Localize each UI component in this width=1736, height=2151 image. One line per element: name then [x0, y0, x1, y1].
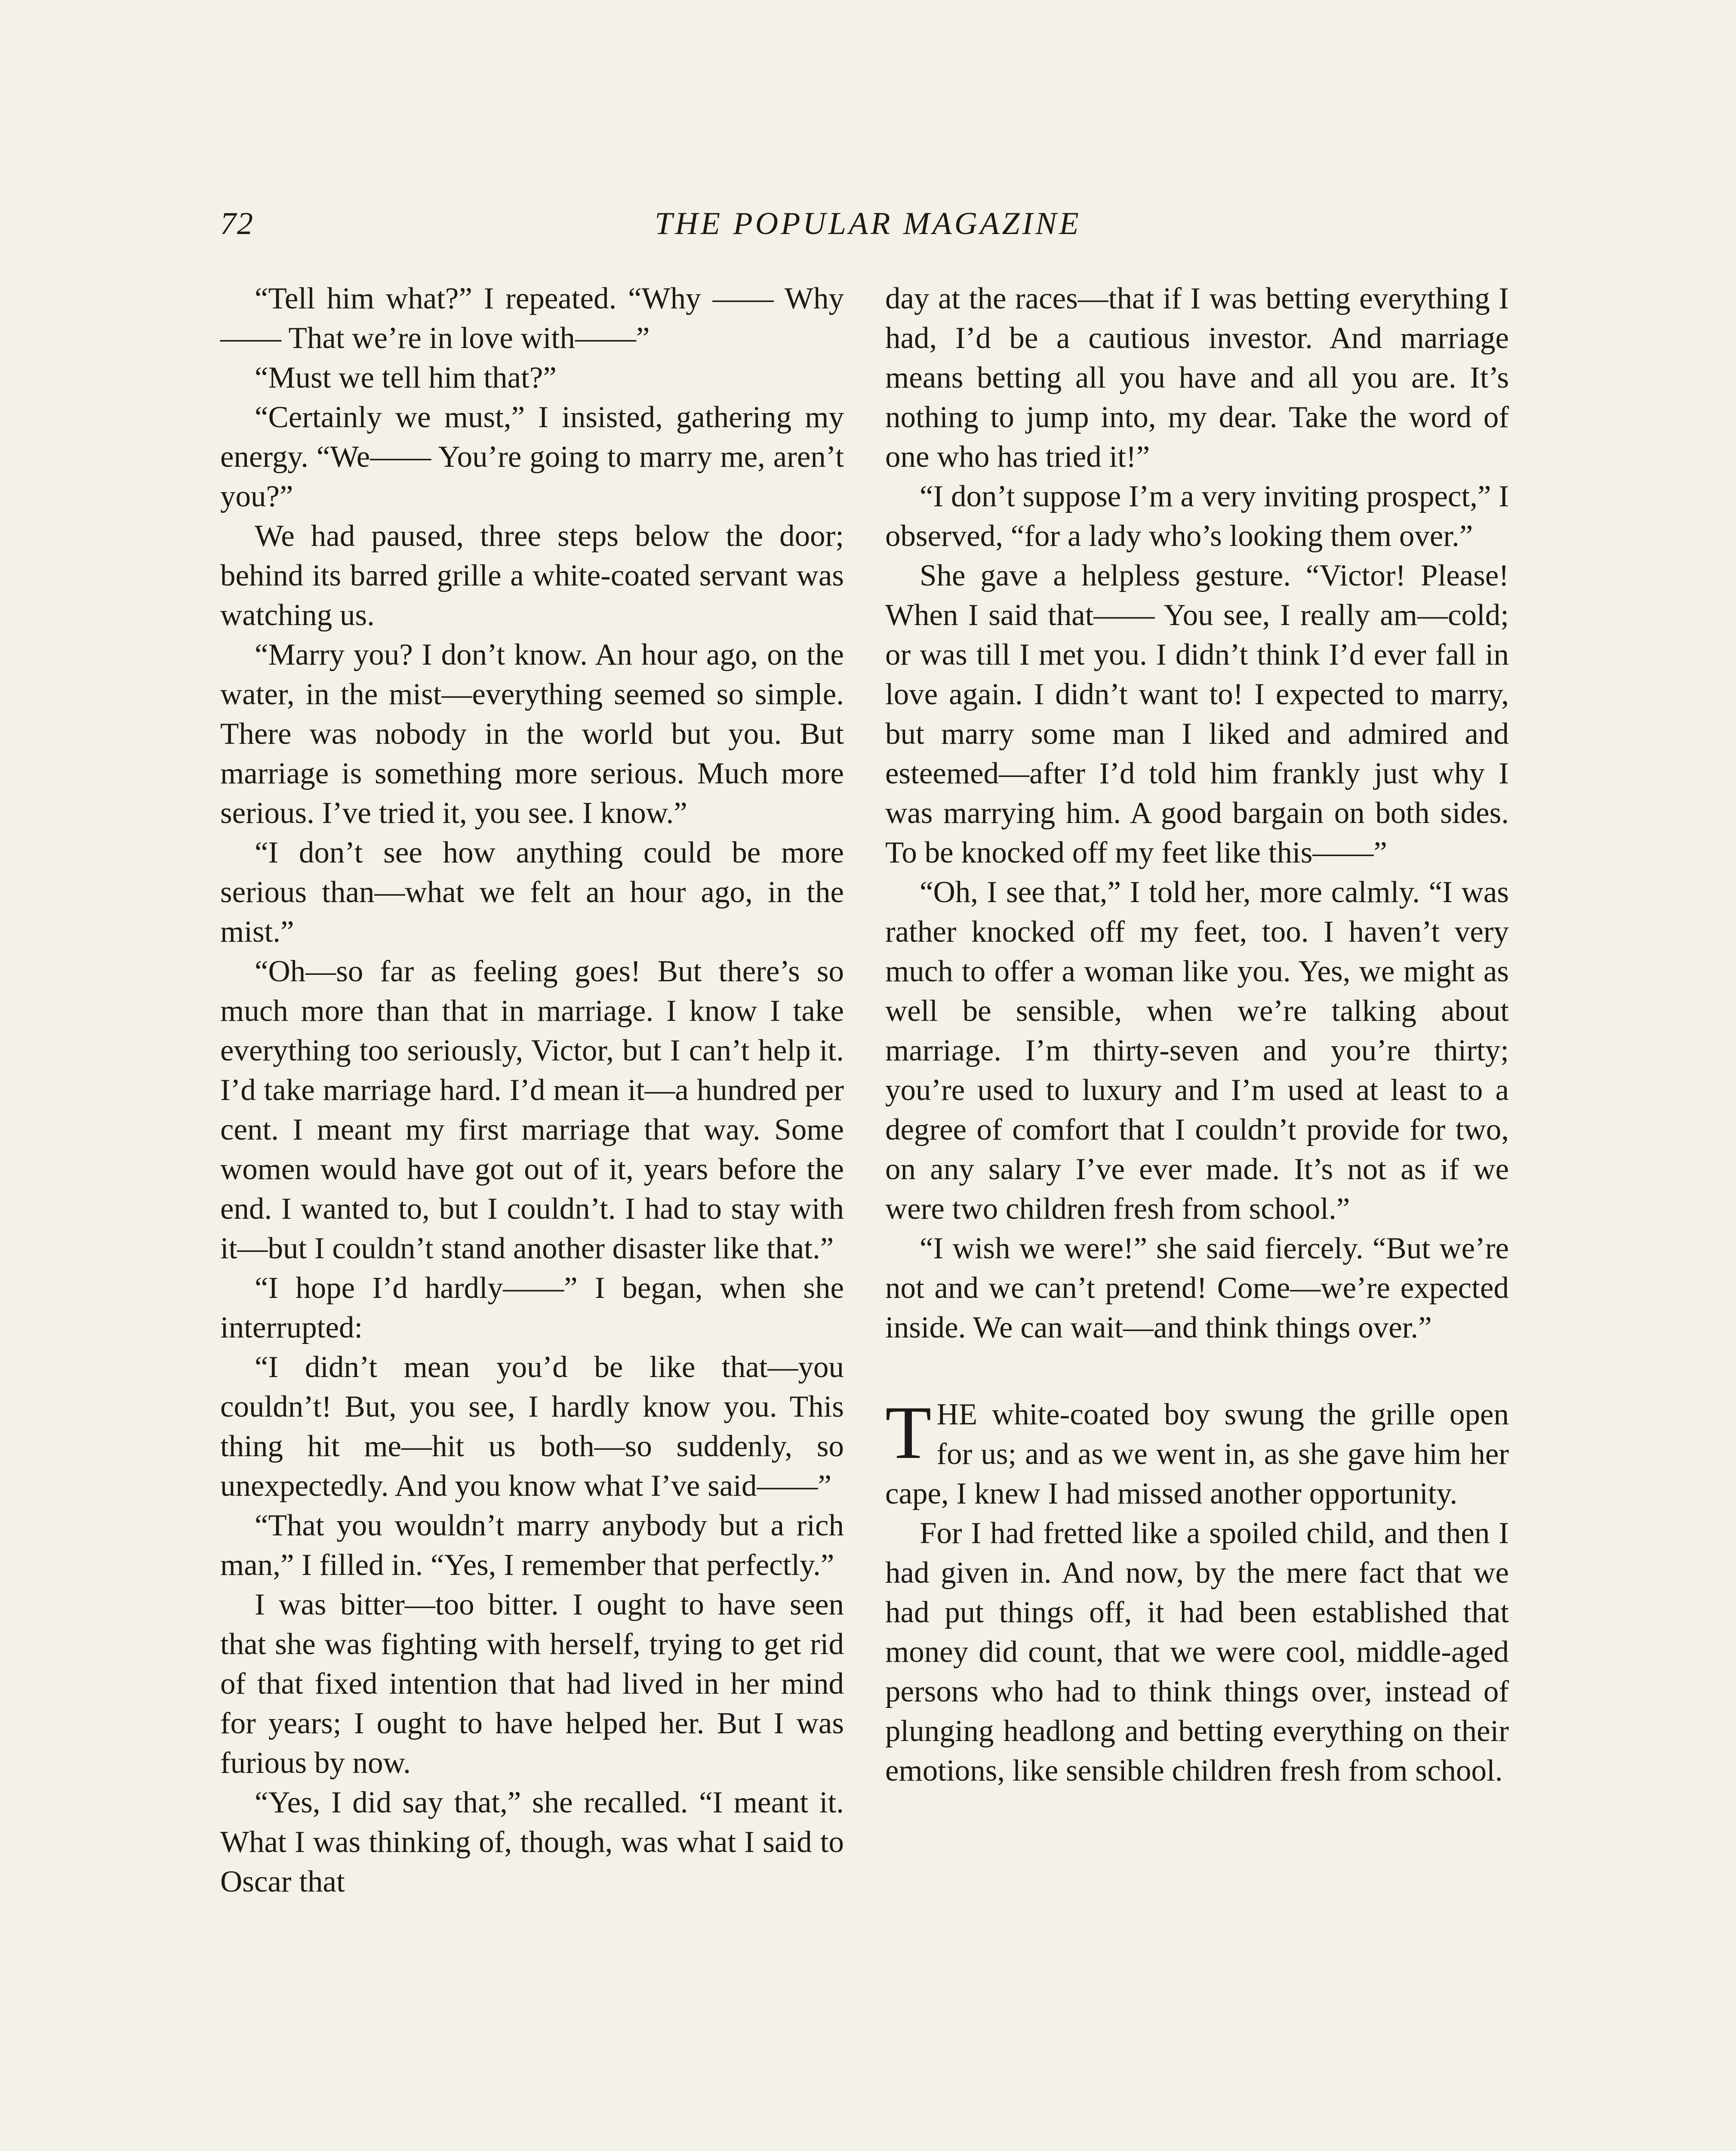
paragraph: “Certainly we must,” I insisted, gathering my energy. “We—— You’re going to marry me, aren’t you?”	[220, 401, 844, 513]
paragraph: For I had fretted like a spoiled child, and then I had given in. And now, by the mere fact that we had put things off, it had been established that money did count, that we were cool, middle-aged persons who had to think things over, instead of plunging headlong and betting everything on their emotions, like sensible children fresh from school.	[885, 1516, 1509, 1787]
paragraph: “That you wouldn’t marry anybody but a rich man,” I filled in. “Yes, I remember that perfectly.”	[220, 1509, 844, 1582]
paragraph: I was bitter—too bitter. I ought to have seen that she was fighting with herself, trying to get rid of that fixed intention that had lived in her mind for years; I ought to have helped her. But I was furious by now.	[220, 1588, 844, 1780]
right-column	[885, 279, 1509, 1790]
drop-cap: T	[885, 1391, 932, 1475]
page-number: 72	[220, 206, 254, 241]
paragraph: “Yes, I did say that,” she recalled. “I meant it. What I was thinking of, though, was what I said to Oscar that	[220, 1786, 844, 1898]
paragraph: “Marry you? I don’t know. An hour ago, on the water, in the mist—everything seemed so simple. There was nobody in the world but you. But marriage is something more serious. Much more serious. I’ve tried it, you see. I know.”	[220, 638, 844, 830]
paragraph: “I didn’t mean you’d be like that—you couldn’t! But, you see, I hardly know you. This thing hit me—hit us both—so suddenly, so unexpectedly. And you know what I’ve said——”	[220, 1350, 844, 1503]
paragraph: “Tell him what?” I repeated. “Why —— Why—— That we’re in love with——”	[220, 282, 844, 355]
paragraph: “I don’t suppose I’m a very inviting prospect,” I observed, “for a lady who’s looking them over.”	[885, 480, 1509, 553]
section-opening-paragraph	[885, 1391, 1509, 1513]
paragraph: “Must we tell him that?”	[255, 361, 557, 394]
paragraph: “Oh—so far as feeling goes! But there’s so much more than that in marriage. I know I take everything too seriously, Victor, but I can’t help it. I’d take marriage hard. I’d mean it—a hundred per cent. I meant my first marriage that way. Some women would have got out of it, years before the end. I wanted to, but I couldn’t. I had to stay with it—but I couldn’t stand another disaster like that.”	[220, 955, 844, 1265]
paragraph: We had paused, three steps below the door; behind its barred grille a white-coated servant was watching us.	[220, 519, 844, 632]
section-break	[885, 1347, 1509, 1395]
paragraph: “Oh, I see that,” I told her, more calmly. “I was rather knocked off my feet, too. I haven’t very much to offer a woman like you. Yes, we might as well be sensible, when we’re talking about marriage. I’m thirty-seven and you’re thirty; you’re used to luxury and I’m used at least to a degree of comfort that I couldn’t provide for two, on any salary I’ve ever made. It’s not as if we were two children fresh from school.”	[885, 875, 1509, 1226]
left-column	[220, 279, 844, 1901]
paragraph: “I hope I’d hardly——” I began, when she interrupted:	[220, 1271, 844, 1344]
paragraph-continuation: day at the races—that if I was betting everything I had, I’d be a cautious investor. And marriage means betting all you have and all you are. It’s nothing to jump into, my dear. Take the word of one who has tried it!”	[885, 282, 1509, 474]
running-head: THE POPULAR MAGAZINE	[655, 206, 1081, 241]
section-opening-text: HE white-coated boy swung the grille open for us; and as we went in, as she gave him her cape, I knew I had missed another opportunity.	[885, 1398, 1509, 1510]
paragraph: She gave a helpless gesture. “Victor! Please! When I said that—— You see, I really am—cold; or was till I met you. I didn’t think I’d ever fall in love again. I didn’t want to! I expected to marry, but marry some man I liked and admired and esteemed—after I’d told him frankly just why I was marrying him. A good bargain on both sides. To be knocked off my feet like this——”	[885, 559, 1509, 869]
paragraph: “I don’t see how anything could be more serious than—what we felt an hour ago, in the mist.”	[220, 836, 844, 949]
paragraph: “I wish we were!” she said fiercely. “But we’re not and we can’t pretend! Come—we’re expected inside. We can wait—and think things over.”	[885, 1232, 1509, 1344]
